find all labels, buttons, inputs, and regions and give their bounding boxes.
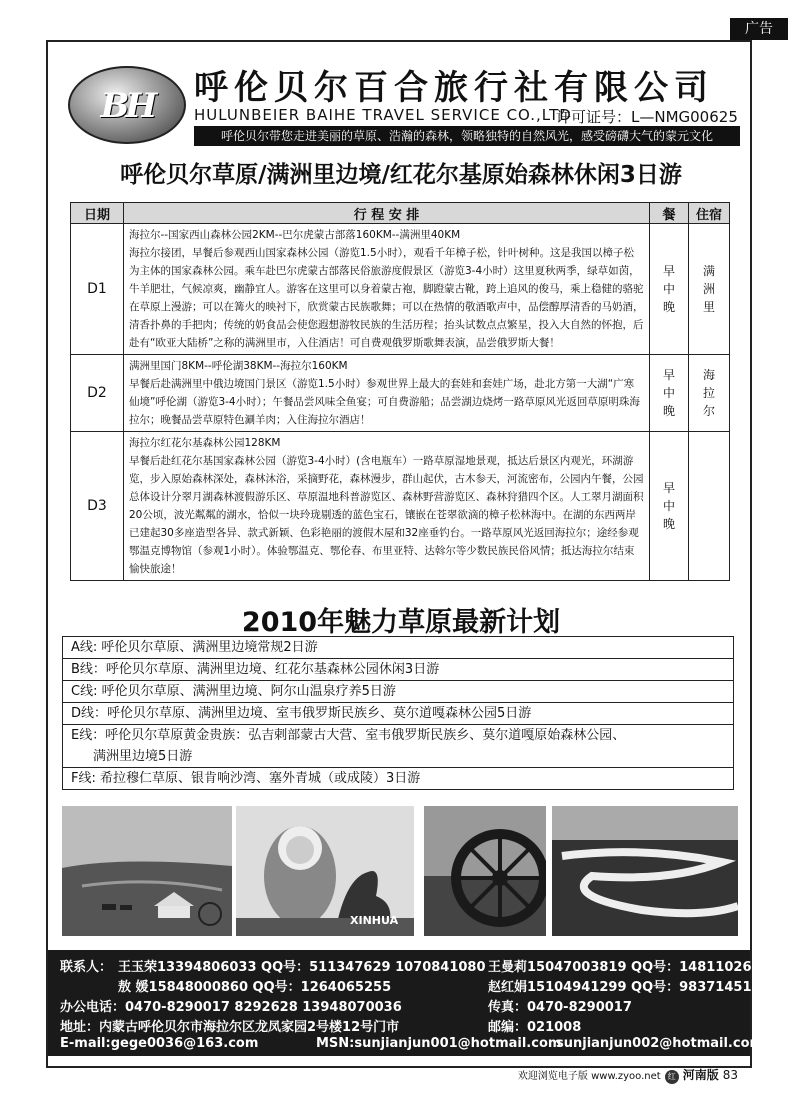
day-label: D3 (71, 432, 124, 581)
page-footer (518, 1066, 738, 1084)
day-label: D2 (71, 355, 124, 432)
footer-url[interactable]: 欢迎浏览电子版 www.zyoo.net (517, 1071, 661, 1082)
photo-matryoshka-square (236, 806, 414, 936)
header-stay: 住宿 (689, 203, 730, 224)
contact-person-2: 王曼莉15047003819 QQ号：1481102669 (488, 960, 770, 975)
edition-label: 河南版 (682, 1068, 719, 1082)
day-route: 海拉尔红花尔基森林公园128KM (129, 437, 281, 449)
xinhua-watermark: XINHUA (350, 914, 399, 927)
header-day: 日期 (71, 203, 124, 224)
day-detail: 早餐后赴红花尔基国家森林公园（游览3-4小时）(含电瓶车）一路草原湿地景观，抵达后景区内观光，环湖游览，步入原始森林深处，森林沐浴，采摘野花，森林漫步，群山起伏，古木参天，河流密布，公园内午餐，公园总体设计分翠月湖森林渡假游乐区、草原温地科普游览区、森林野营游览区、森林狩猎四个区。人工翠月湖面积20公顷，波光粼粼的湖水，恰似一块玲珑剔透的蓝色宝石，镶嵌在苍翠欲滴的樟子松林海中。在湖的东西两岸已建起30多座造型各异、款式新颖、色彩艳丽的渡假木屋和32座垂钓台。一路草原风光返回海拉尔；途经参观鄂温克博物馆（参观1小时）。体验鄂温克、鄂伦春、布里亚特、达斡尔等少数民族民俗风情；抵达海拉尔结束愉快旅途！ (129, 455, 644, 575)
plan-line-b: B线：呼伦贝尔草原、满洲里边境、红花尔基森林公园休闲3日游 (63, 659, 733, 681)
day-schedule (124, 432, 650, 581)
plans-list (62, 636, 734, 790)
itinerary-row-d2 (71, 355, 730, 432)
itinerary-row-d1 (71, 224, 730, 355)
contact-person-4: 赵红娟15104941299 QQ号：983714517 (488, 980, 761, 995)
zip-code: 邮编：021008 (488, 1020, 582, 1035)
ad-tag: 广告 (730, 18, 788, 40)
slogan-bar: 呼伦贝尔带您走进美丽的草原、浩瀚的森林，领略独特的自然风光，感受磅礴大气的蒙元文化 (194, 126, 740, 146)
photo-winding-river (552, 806, 738, 936)
itinerary-table (70, 202, 730, 581)
day-detail: 海拉尔接团，早餐后参观西山国家森林公园（游览1.5小时），观看千年樟子松，针叶树种。这是我国以樟子松为主体的国家森林公园。乘车赴巴尔虎蒙古部落民俗旅游度假景区（游览3-4小时）这里夏秋两季，绿草如茵，牛羊肥壮，气候凉爽，幽静宜人。游客在这里可以身着蒙古袍，脚蹬蒙古靴，跨上追风的俊马，乘上稳健的骆驼在草原上漫游；可以在篝火的映衬下，欣赏蒙古民族歌舞；可以在热情的敬酒歌声中，品偿醇厚清香的马奶酒，清香扑鼻的手把肉；传统的奶食品会使您遐想游牧民族的生活历程；抬头试数点点繁星，投入大自然的怀抱，后赴有“欧亚大陆桥”之称的满洲里市，入住酒店！可自费观俄罗斯歌舞表演，品尝俄罗斯大餐！ (129, 247, 644, 349)
contact-label: 联系人： (60, 960, 113, 975)
photo-grassland-yurt (62, 806, 232, 936)
plan-line-e: E线：呼伦贝尔草原黄金贵族：弘吉剌部蒙古大营、室韦俄罗斯民族乡、莫尔道嘎原始森林公园、 满洲里边境5日游 (63, 725, 733, 768)
photo-wheel (424, 806, 546, 936)
day-label: D1 (71, 224, 124, 355)
day-schedule (124, 355, 650, 432)
itinerary-row-d3 (71, 432, 730, 581)
msn-1[interactable]: MSN:sunjianjun001@hotmail.com (316, 1036, 562, 1051)
office-phone: 办公电话：0470-8290017 8292628 13948070036 (60, 1000, 402, 1015)
plan-line-c: C线: 呼伦贝尔草原、满洲里边境、阿尔山温泉疗养5日游 (63, 681, 733, 703)
day-route: 满洲里国门8KM--呼伦湖38KM--海拉尔160KM (129, 360, 348, 372)
day-meal: 早中晚 (650, 224, 689, 355)
day-stay (689, 432, 730, 581)
contact-panel (48, 950, 770, 1056)
day-meal: 早中晚 (650, 432, 689, 581)
contact-person-1: 王玉荣13394806033 QQ号：511347629 1070841080 (118, 960, 486, 975)
plan-line-a: A线: 呼伦贝尔草原、满洲里边境常规2日游 (63, 637, 733, 659)
itinerary-header-row (71, 203, 730, 224)
company-name-en: HULUNBEIER BAIHE TRAVEL SERVICE CO.,LTD (194, 106, 572, 124)
day-route: 海拉尔--国家西山森林公园2KM--巴尔虎蒙古部落160KM--满洲里40KM (129, 229, 461, 241)
day-stay: 海拉尔 (689, 355, 730, 432)
day-meal: 早中晚 (650, 355, 689, 432)
msn-2[interactable]: sunjianjun002@hotmail.com (556, 1036, 764, 1051)
plan-line-d: D线：呼伦贝尔草原、满洲里边境、室韦俄罗斯民族乡、莫尔道嘎森林公园5日游 (63, 703, 733, 725)
tour-title: 呼伦贝尔草原/满洲里边境/红花尔基原始森林休闲3日游 (120, 162, 682, 188)
plans-title: 2010年魅力草原最新计划 (241, 607, 561, 638)
header-meal: 餐 (650, 203, 689, 224)
magazine-badge-icon: 红 (665, 1070, 679, 1084)
license-number: 许可证号：L—NMG00625 (556, 108, 738, 126)
header-schedule: 行 程 安 排 (124, 203, 650, 224)
address: 地址：内蒙古呼伦贝尔市海拉尔区龙凤家园2号楼12号门市 (60, 1020, 400, 1035)
email[interactable]: E-mail:gege0036@163.com (60, 1036, 259, 1051)
page-number: 83 (722, 1068, 738, 1082)
contact-person-3: 敖 媛15848000860 QQ号：1264065255 (118, 980, 392, 995)
day-schedule (124, 224, 650, 355)
company-name-cn: 呼伦贝尔百合旅行社有限公司 (194, 68, 714, 108)
fax: 传真：0470-8290017 (488, 1000, 632, 1015)
plan-line-f: F线: 希拉穆仁草原、银肯响沙湾、塞外青城（或成陵）3日游 (71, 771, 421, 786)
day-detail: 早餐后赴满洲里中俄边境国门景区（游览1.5小时）参观世界上最大的套娃和套娃广场，赴北方第一大湖“广寒仙境”呼伦湖（游览3-4小时）；午餐品尝风味全鱼宴；可自费游船；品尝湖边烧烤一路草原风光返回草原明珠海拉尔；晚餐品尝草原特色涮羊肉；入住海拉尔酒店！ (129, 378, 640, 426)
day-stay: 满洲里 (689, 224, 730, 355)
bh-logo: BH (68, 66, 186, 144)
